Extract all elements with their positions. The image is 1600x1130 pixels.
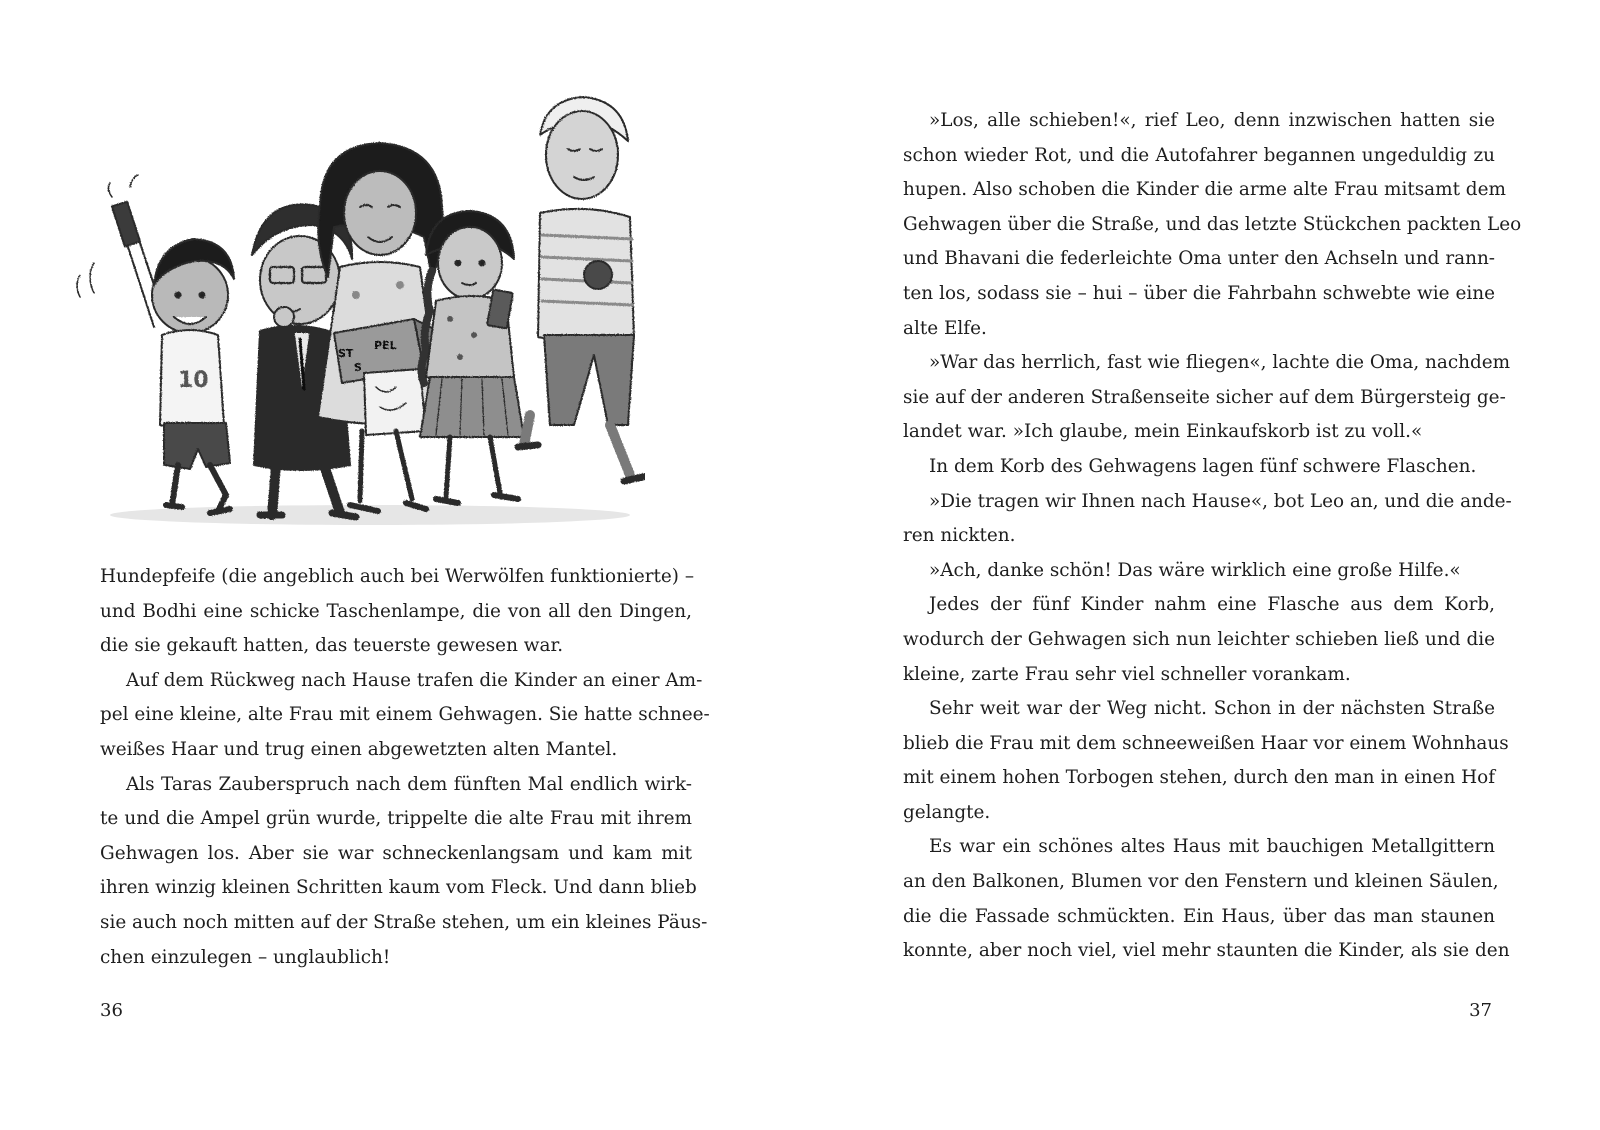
text-line: die sie gekauft hatten, das teuerste gewesen war. — [100, 635, 564, 657]
box-label-part-b: PEL — [374, 339, 397, 352]
text-line: die die Fassade schmückten. Ein Haus, über das man staunen — [903, 905, 1495, 927]
text-line: Hundepfeife (die angeblich auch bei Werwölfen funktionierte) – — [100, 566, 695, 587]
right-page-text — [903, 104, 1522, 969]
text-line: »Ach, danke schön! Das wäre wirklich eine große Hilfe.« — [929, 559, 1461, 581]
text-line: landet war. »Ich glaube, mein Einkaufskorb ist zu voll.« — [903, 421, 1423, 443]
paragraph — [100, 664, 710, 768]
text-line: gelangte. — [903, 801, 991, 823]
text-line: und Bodhi eine schicke Taschenlampe, die von all den Dingen, — [100, 600, 692, 622]
left-page-text — [100, 560, 710, 975]
text-line: chen einzulegen – unglaublich! — [100, 946, 391, 968]
paragraph — [100, 768, 708, 976]
shirt-number: 10 — [178, 368, 209, 393]
text-line: Gehwagen los. Aber sie war schneckenlangsam und kam mit — [100, 842, 692, 864]
text-line: ren nickten. — [903, 525, 1016, 547]
right-page — [800, 0, 1600, 1130]
text-line: »Los, alle schieben!«, rief Leo, denn inzwischen hatten sie — [929, 110, 1495, 131]
text-line: konnte, aber noch viel, viel mehr staunten die Kinder, als sie den — [903, 940, 1510, 962]
paragraph — [903, 104, 1522, 346]
text-line: Jedes der fünf Kinder nahm eine Flasche aus dem Korb, — [929, 594, 1495, 616]
text-line: In dem Korb des Gehwagens lagen fünf schwere Flaschen. — [929, 455, 1477, 477]
paragraph — [903, 692, 1509, 830]
paragraph — [100, 560, 695, 664]
tall-boy-striped-shirt — [518, 97, 645, 481]
page-number-right: 37 — [1469, 1000, 1492, 1021]
text-line: te und die Ampel grün wurde, trippelte die alte Frau mit ihrem — [100, 808, 692, 830]
text-line: und Bhavani die federleichte Oma unter den Achseln und rann- — [903, 248, 1495, 270]
box-label-part-c: S — [354, 361, 362, 374]
text-line: kleine, zarte Frau sehr viel schneller vorankam. — [903, 663, 1351, 685]
text-line: sie auf der anderen Straßenseite sicher auf dem Bürgersteig ge- — [903, 386, 1506, 408]
paragraph — [903, 554, 1495, 589]
text-line: Auf dem Rückweg nach Hause trafen die Kinder an einer Am- — [126, 669, 703, 691]
text-line: mit einem hohen Torbogen stehen, durch den man in einen Hof — [903, 767, 1496, 789]
text-line: wodurch der Gehwagen sich nun leichter schieben ließ und die — [903, 628, 1495, 650]
text-line: Es war ein schönes altes Haus mit bauchigen Metallgittern — [929, 836, 1495, 858]
box-label-part-a: ST — [338, 347, 354, 360]
text-line: Als Taras Zauberspruch nach dem fünften Mal endlich wirk- — [126, 773, 692, 795]
text-line: hupen. Also schoben die Kinder die arme alte Frau mitsamt dem — [903, 179, 1506, 201]
children-illustration — [70, 95, 645, 535]
text-line: »War das herrlich, fast wie fliegen«, lachte die Oma, nachdem — [929, 352, 1511, 374]
text-line: sie auch noch mitten auf der Straße stehen, um ein kleines Päus- — [100, 911, 708, 933]
paragraph — [903, 346, 1511, 450]
text-line: weißes Haar und trug einen abgewetzten alten Mantel. — [100, 738, 618, 760]
text-line: »Die tragen wir Ihnen nach Hause«, bot Leo an, und die ande- — [929, 490, 1512, 512]
text-line: schon wieder Rot, und die Autofahrer begannen ungeduldig zu — [903, 144, 1495, 166]
text-line: ihren winzig kleinen Schritten kaum vom Fleck. Und dann blieb — [100, 877, 697, 899]
paragraph — [903, 485, 1512, 554]
boy-with-flashlight — [77, 175, 234, 513]
paragraph — [903, 830, 1510, 968]
text-line: an den Balkonen, Blumen vor den Fenstern und kleinen Säulen, — [903, 871, 1499, 893]
paragraph — [903, 588, 1495, 692]
text-line: blieb die Frau mit dem schneeweißen Haar vor einem Wohnhaus — [903, 732, 1509, 754]
illustration-drawing — [70, 95, 645, 535]
paragraph — [903, 450, 1495, 485]
page-number-left: 36 — [100, 1000, 123, 1021]
text-line: ten los, sodass sie – hui – über die Fahrbahn schwebte wie eine — [903, 282, 1495, 304]
text-line: Sehr weit war der Weg nicht. Schon in der nächsten Straße — [929, 698, 1495, 720]
text-line: alte Elfe. — [903, 317, 987, 339]
text-line: Gehwagen über die Straße, und das letzte Stückchen packten Leo — [903, 213, 1522, 235]
text-line: pel eine kleine, alte Frau mit einem Gehwagen. Sie hatte schnee- — [100, 704, 710, 726]
